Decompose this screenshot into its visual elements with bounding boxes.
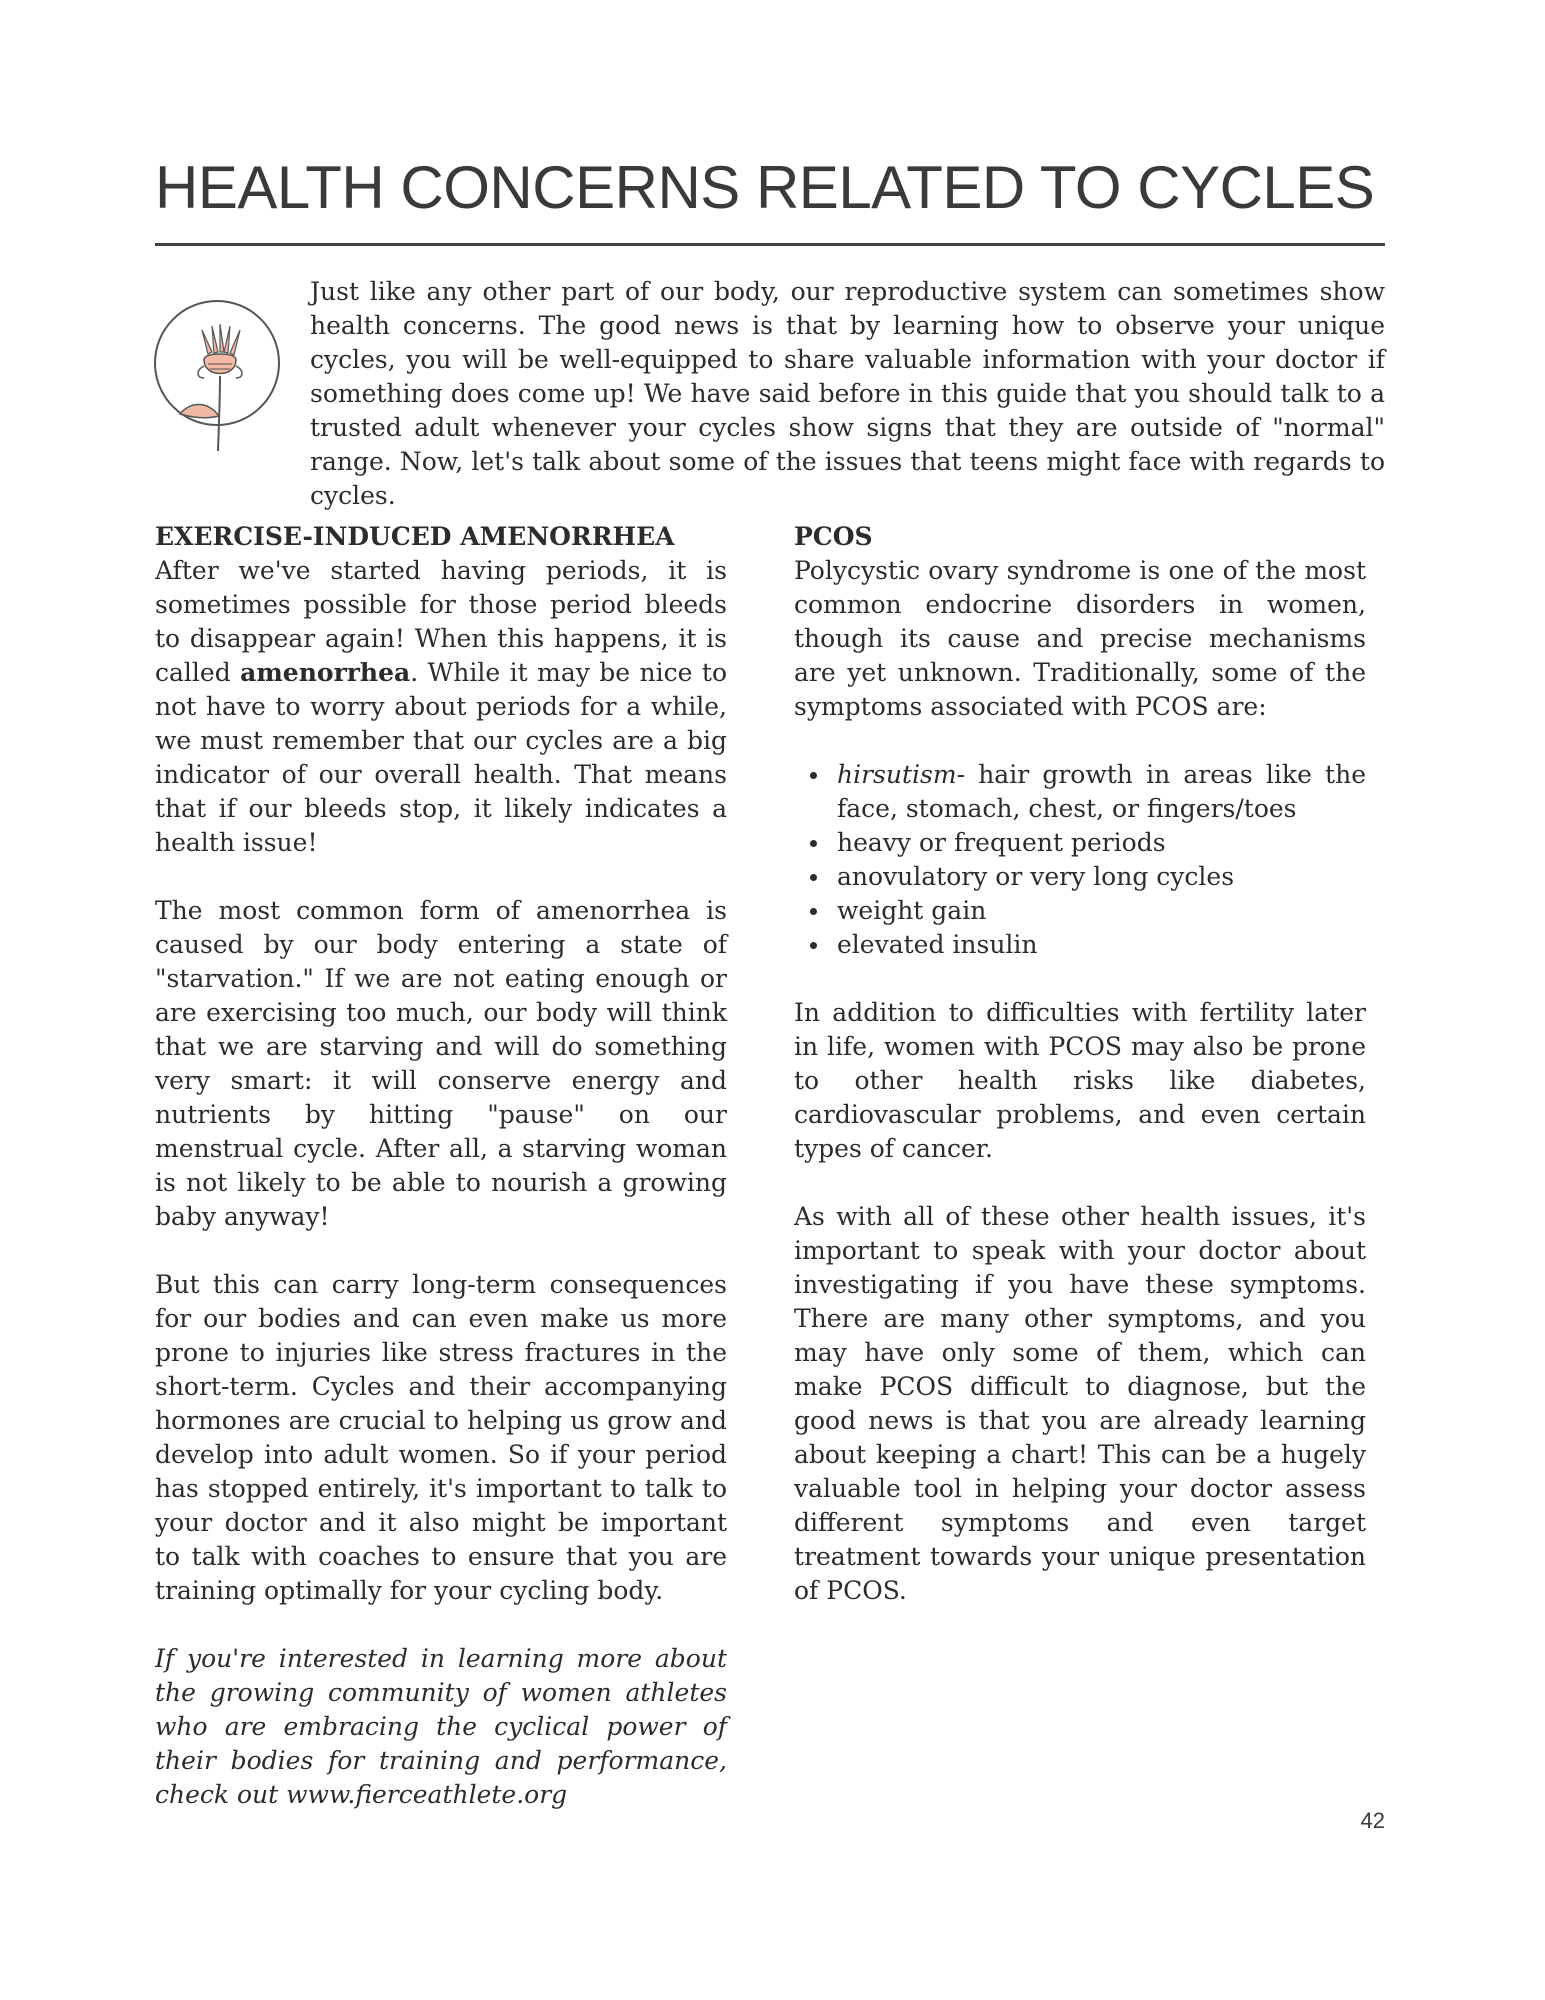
amenorrhea-heading: EXERCISE-INDUCED AMENORRHEA bbox=[155, 522, 675, 551]
title-divider bbox=[155, 243, 1385, 246]
pcos-paragraph-2: In addition to difficulties with fertility later in life, women with PCOS may also be prone to other health risks like diabetes, cardiovascular problems, and even certain types of cancer. bbox=[794, 998, 1366, 1163]
thistle-icon bbox=[152, 298, 292, 453]
page-number: 42 bbox=[1360, 1808, 1385, 1833]
list-item: elevated insulin bbox=[837, 928, 1366, 962]
pcos-symptom-list bbox=[794, 758, 1366, 962]
amenorrhea-paragraph-1-start: After we've started having periods, it is sometimes possible for those period bleeds to disappear again! When this happens, it is called bbox=[155, 556, 727, 687]
intro-paragraph: Just like any other part of our body, our reproductive system can sometimes show health concerns. The good news is that by learning how to observe your unique cycles, you will be well-equipped to share valuable information with your doctor if something does come up! We have said before in this guide that you should talk to a trusted adult whenever your cycles show signs that they are outside of "normal" range. Now, let's talk about some of the issues that teens might face with regards to cycles. bbox=[310, 277, 1385, 510]
hirsutism-description: - hair growth in areas like the face, stomach, chest, or fingers/toes bbox=[837, 760, 1366, 823]
amenorrhea-paragraph-2: The most common form of amenorrhea is caused by our body entering a state of "starvation." If we are not eating enough or are exercising too much, our body will think that we are starving and will do something very smart: it will conserve energy and nutrients by hitting "pause" on our menstrual cycle. After all, a starving woman is not likely to be able to nourish a growing baby anyway! bbox=[155, 896, 727, 1231]
pcos-column bbox=[794, 520, 1366, 1642]
hirsutism-term: hirsutism bbox=[837, 760, 957, 789]
fierce-athlete-note: If you're interested in learning more about the growing community of women athletes who are embracing the cyclical power of their bodies for training and performance, check out www.fierceathlete.org bbox=[155, 1644, 727, 1809]
amenorrhea-paragraph-1-end: . While it may be nice to not have to worry about periods for a while, we must remember that our cycles are a big indicator of our overall health. That means that if our bleeds stop, it likely indicates a health issue! bbox=[155, 658, 727, 857]
pcos-paragraph-3: As with all of these other health issues, it's important to speak with your doctor about investigating if you have these symptoms. There are many other symptoms, and you may have only some of them, which can make PCOS difficult to diagnose, but the good news is that you are already learning about keeping a chart! This can be a hugely valuable tool in helping your doctor assess different symptoms and even target treatment towards your unique presentation of PCOS. bbox=[794, 1202, 1366, 1605]
pcos-paragraph-1: Polycystic ovary syndrome is one of the most common endocrine disorders in women, though its cause and precise mechanisms are yet unknown. Traditionally, some of the symptoms associated with PCOS are: bbox=[794, 556, 1366, 721]
page-title: HEALTH CONCERNS RELATED TO CYCLES bbox=[155, 154, 1375, 221]
amenorrhea-column bbox=[155, 520, 727, 1846]
pcos-heading: PCOS bbox=[794, 522, 873, 551]
list-item: heavy or frequent periods bbox=[837, 826, 1366, 860]
amenorrhea-paragraph-1 bbox=[155, 554, 727, 860]
amenorrhea-term: amenorrhea bbox=[240, 658, 411, 687]
list-item: anovulatory or very long cycles bbox=[837, 860, 1366, 894]
list-item: weight gain bbox=[837, 894, 1366, 928]
amenorrhea-paragraph-3: But this can carry long-term consequences for our bodies and can even make us more prone to injuries like stress fractures in the short-term. Cycles and their accompanying hormones are crucial to helping us grow and develop into adult women. So if your period has stopped entirely, it's important to talk to your doctor and it also might be important to talk with coaches to ensure that you are training optimally for your cycling body. bbox=[155, 1270, 727, 1605]
list-item bbox=[837, 758, 1366, 826]
